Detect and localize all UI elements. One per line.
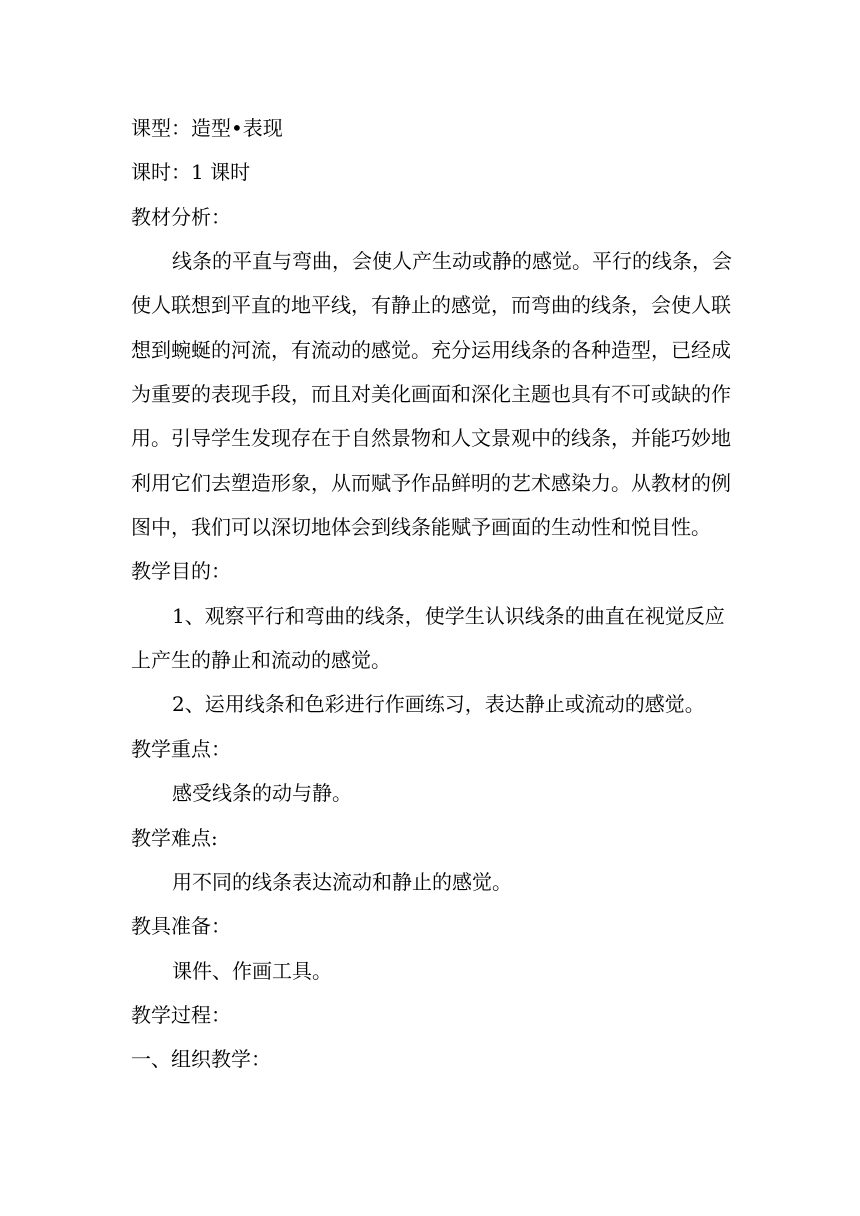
teaching-focus-heading: 教学重点： — [131, 737, 231, 761]
analysis-paragraph-line: 用。引导学生发现存在于自然景物和人文景观中的线条，并能巧妙地 — [131, 426, 731, 450]
teaching-tools-heading: 教具准备： — [131, 914, 231, 938]
analysis-paragraph-line: 图中，我们可以深切地体会到线条能赋予画面的生动性和悦目性。 — [131, 515, 711, 539]
analysis-paragraph-line: 想到蜿蜒的河流，有流动的感觉。充分运用线条的各种造型，已经成 — [131, 338, 731, 362]
analysis-paragraph-line: 线条的平直与弯曲，会使人产生动或静的感觉。平行的线条，会 — [172, 249, 732, 273]
teaching-goals-heading: 教学目的： — [131, 559, 231, 583]
lesson-type-line: 课型：造型•表现 — [131, 116, 283, 140]
teaching-focus-text: 感受线条的动与静。 — [172, 781, 352, 805]
lesson-hours-line: 课时：1 课时 — [131, 160, 251, 184]
goal-item-1-line: 上产生的静止和流动的感觉。 — [131, 648, 391, 672]
teaching-process-heading: 教学过程： — [131, 1003, 231, 1027]
material-analysis-heading: 教材分析： — [131, 205, 231, 229]
goal-item-1-line: 1、观察平行和弯曲的线条，使学生认识线条的曲直在视觉反应 — [172, 604, 725, 628]
analysis-paragraph-line: 利用它们去塑造形象，从而赋予作品鲜明的艺术感染力。从教材的例 — [131, 471, 731, 495]
teaching-difficulty-text: 用不同的线条表达流动和静止的感觉。 — [172, 870, 512, 894]
process-step-1-heading: 一、组织教学： — [131, 1047, 271, 1071]
teaching-tools-text: 课件、作画工具。 — [172, 959, 332, 983]
analysis-paragraph-line: 使人联想到平直的地平线，有静止的感觉，而弯曲的线条，会使人联 — [131, 293, 731, 317]
goal-item-2-line: 2、运用线条和色彩进行作画练习，表达静止或流动的感觉。 — [172, 692, 705, 716]
teaching-difficulty-heading: 教学难点: — [131, 826, 218, 850]
analysis-paragraph-line: 为重要的表现手段，而且对美化画面和深化主题也具有不可或缺的作 — [131, 382, 731, 406]
